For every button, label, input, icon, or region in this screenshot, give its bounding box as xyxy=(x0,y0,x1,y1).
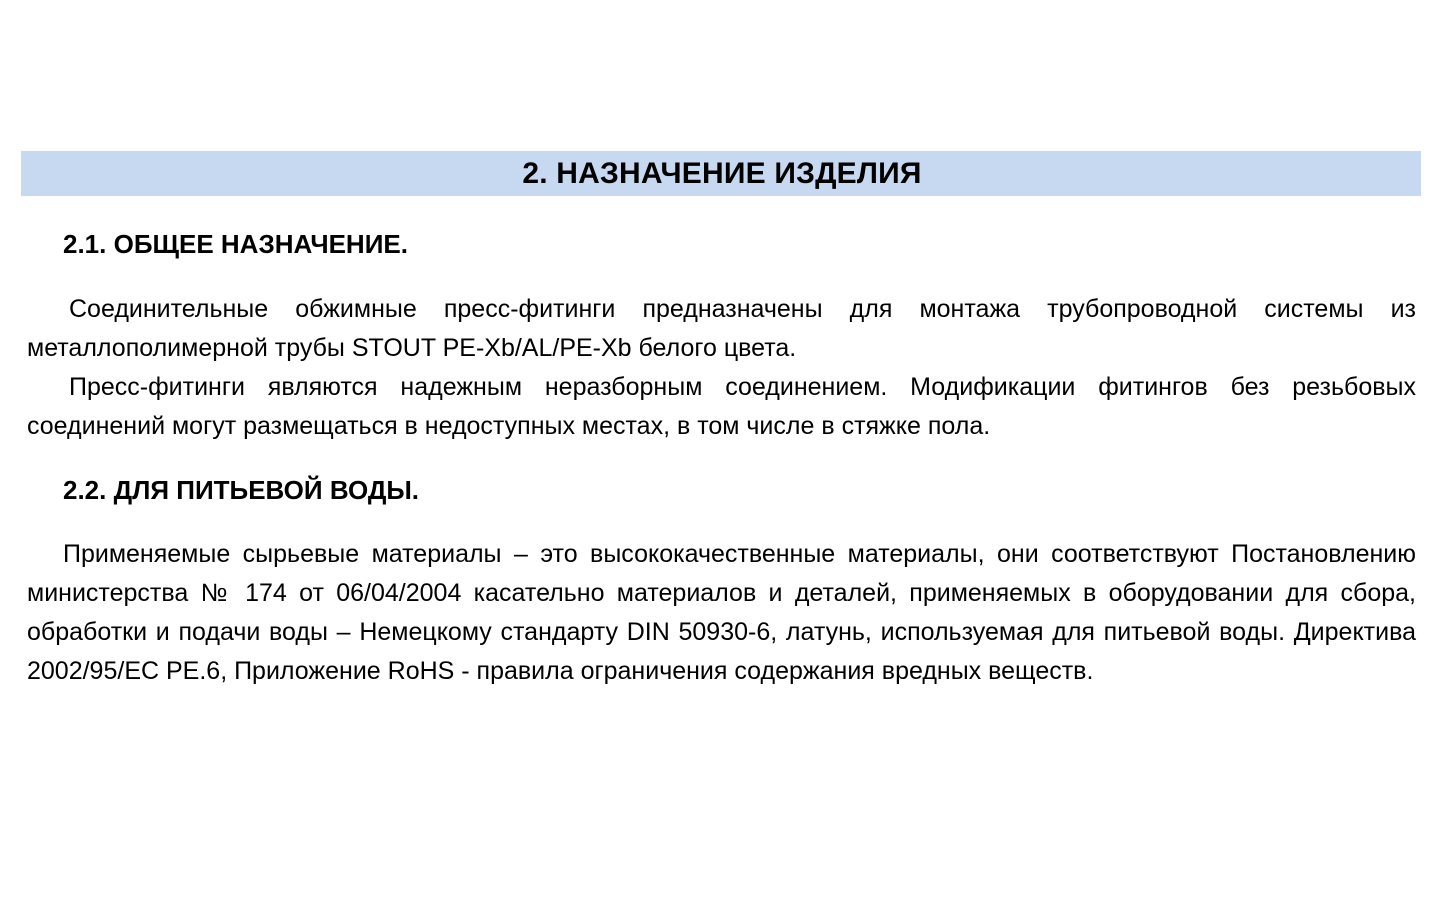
section-title: 2. НАЗНАЧЕНИЕ ИЗДЕЛИЯ xyxy=(522,156,922,190)
paragraph-press-fittings-reliability: Пресс-фитинги являются надежным неразборным соединением. Модификации фитингов без резьбовых соединений могут размещаться в недоступных местах, в том числе в стяжке пола. xyxy=(27,373,1416,440)
paragraph-press-fittings-purpose: Соединительные обжимные пресс-фитинги предназначены для монтажа трубопроводной системы из металлополимерной трубы STOUT PE-Xb/AL/PE-Xb белого цвета. xyxy=(27,295,1416,362)
section-title-banner xyxy=(21,151,1421,196)
subsection-heading-general-purpose: 2.1. ОБЩЕЕ НАЗНАЧЕНИЕ. xyxy=(63,229,408,259)
subsection-heading-drinking-water: 2.2. ДЛЯ ПИТЬЕВОЙ ВОДЫ. xyxy=(63,475,420,505)
paragraph-drinking-water-materials: Применяемые сырьевые материалы – это высококачественные материалы, они соответствуют Постановлению министерства № 174 от 06/04/2004 касательно материалов и деталей, применяемых в оборудовании для сбора, обработки и подачи воды – Немецкому стандарту DIN 50930-6, латунь, используемая для питьевой воды. Директива 2002/95/EC PE.6, Приложение RoHS - правила ограничения содержания вредных веществ. xyxy=(27,540,1416,685)
